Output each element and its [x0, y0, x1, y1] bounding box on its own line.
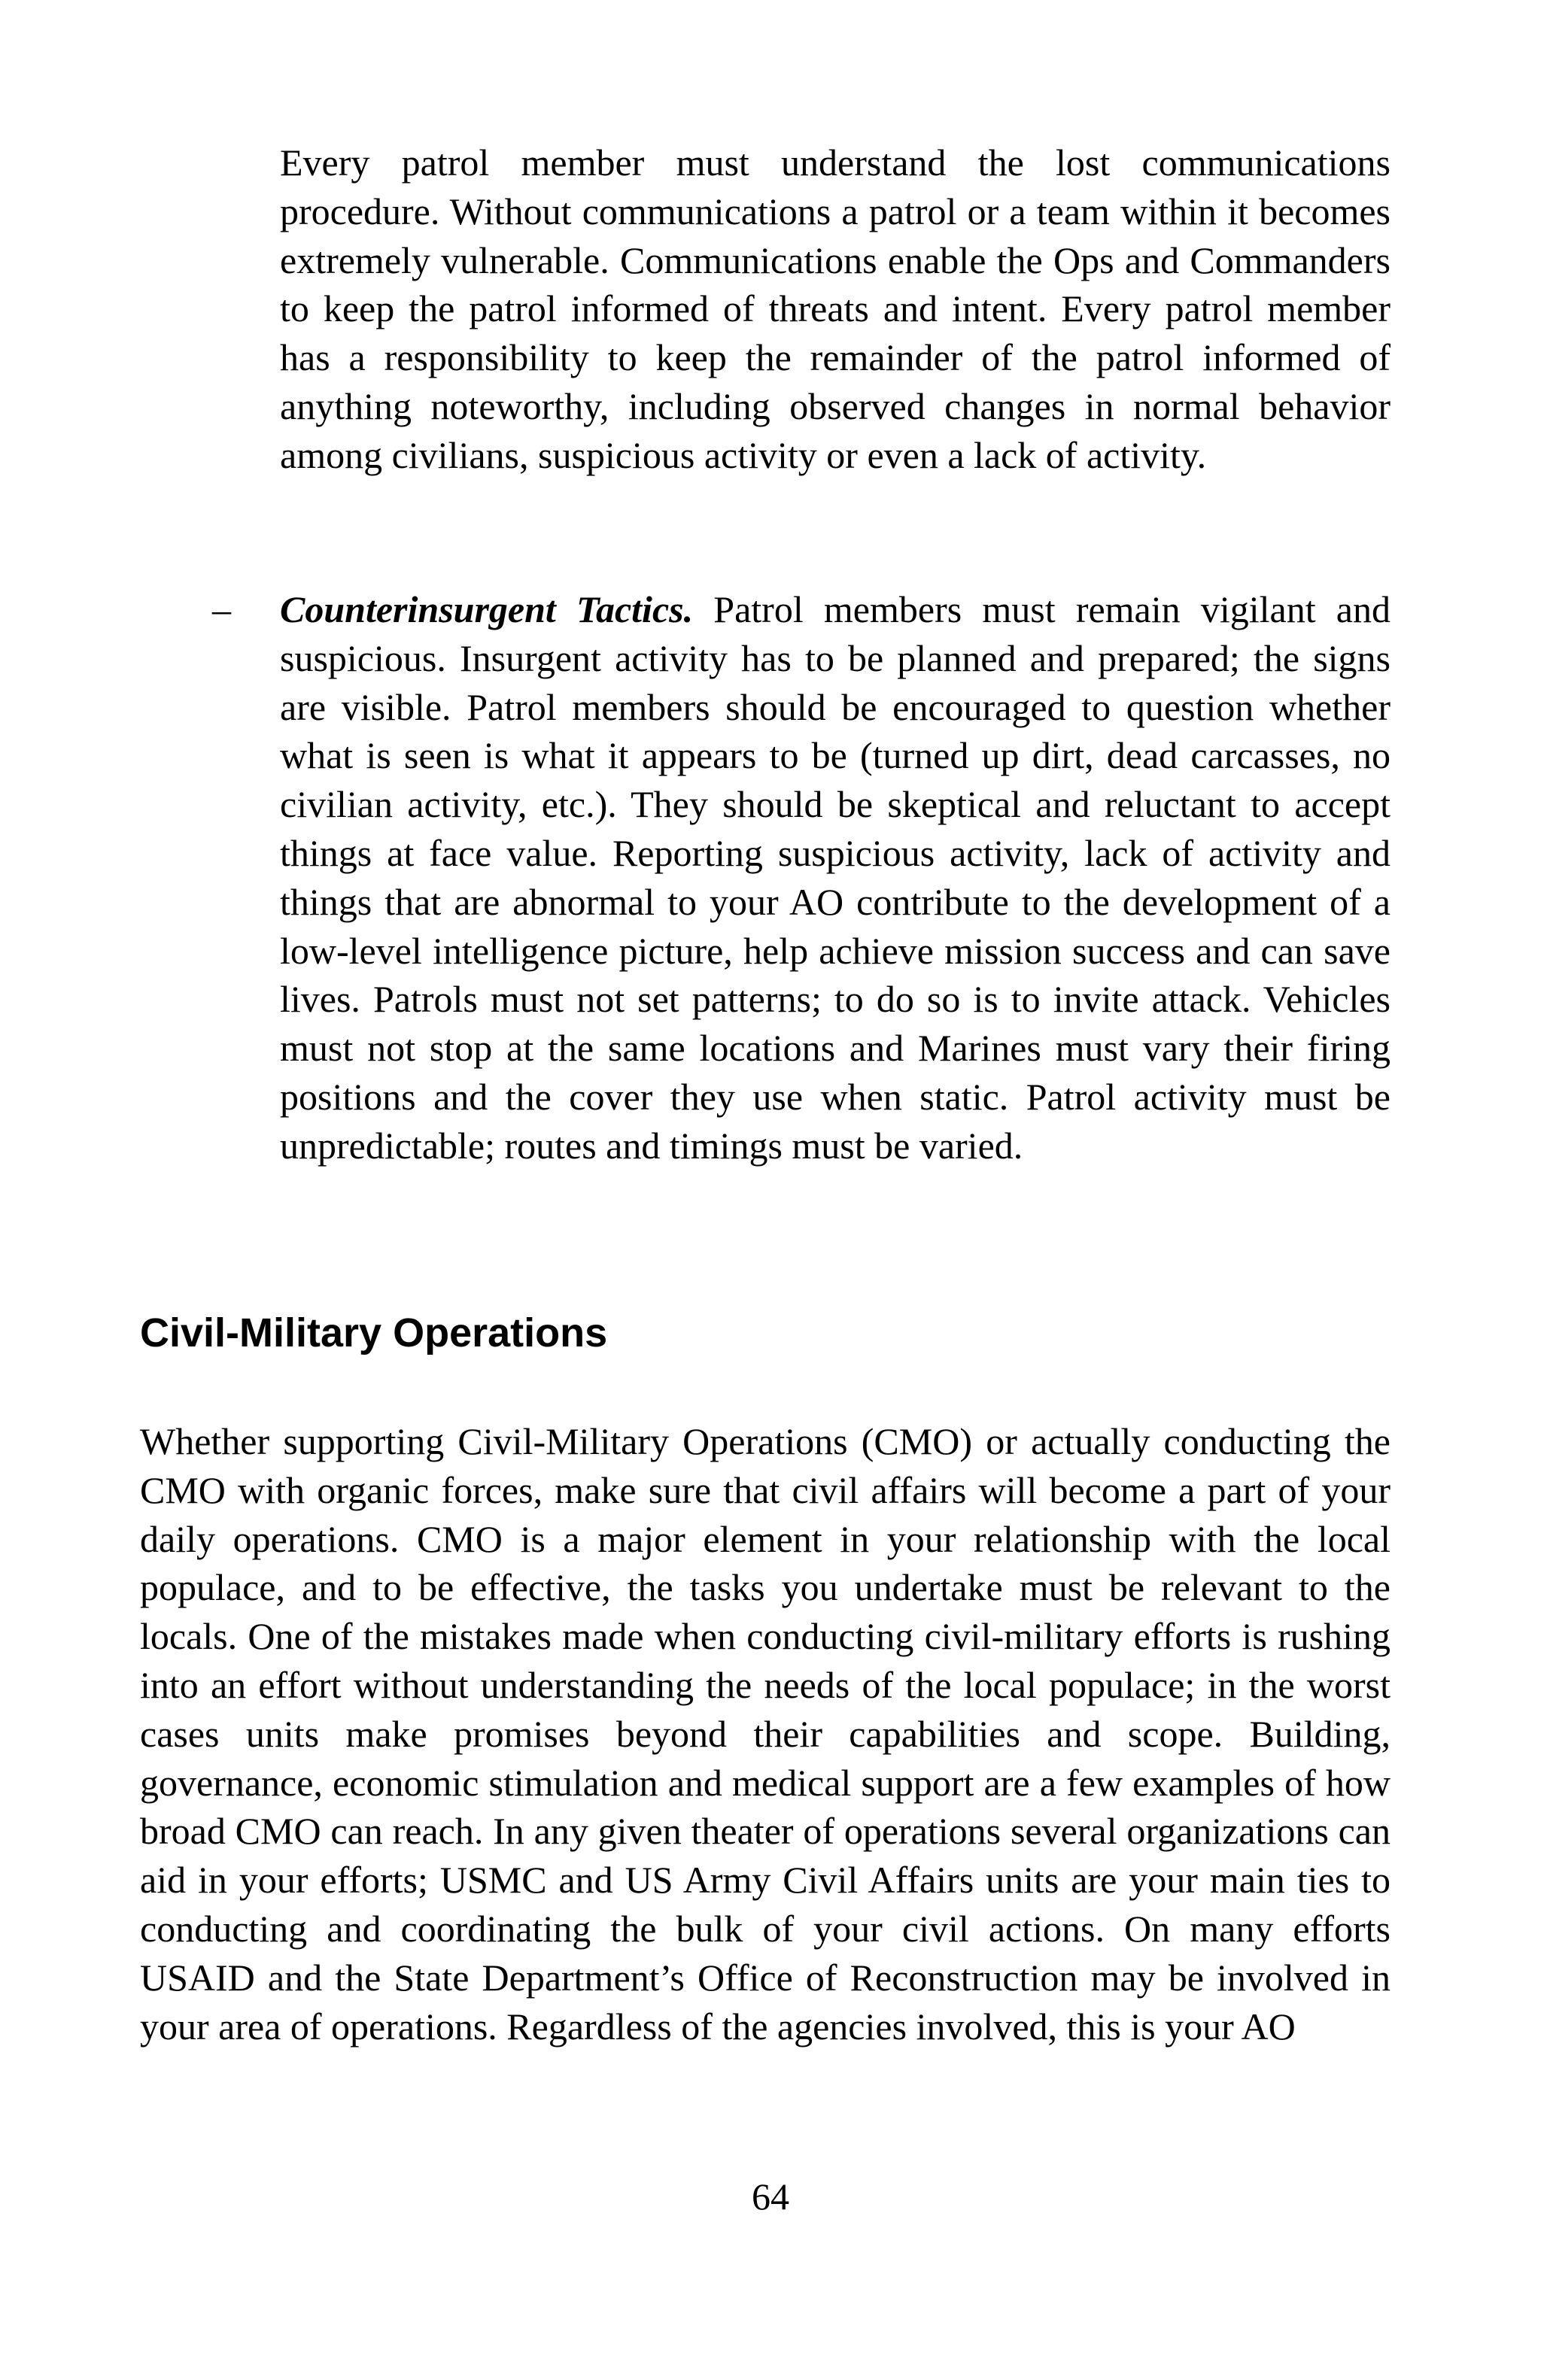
bullet-dash: –: [212, 588, 231, 630]
paragraph-civil-military-operations: Whether supporting Civil-Military Operations (CMO) or actually conducting the CMO with organic forces, make sure that civil affairs will become a part of your daily operations. CMO is a major element in your relationship with the local populace, and to be effective, the tasks you undertake must be relevant to the locals. One of the mistakes made when conducting civil-military efforts is rushing into an effort without understanding the needs of the local populace; in the worst cases units make promises beyond their capabilities and scope. Building, governance, economic stimulation and medical support are a few examples of how broad CMO can reach. In any given theater of operations several organizations can aid in your efforts; USMC and US Army Civil Affairs units are your main ties to conducting and coordinating the bulk of your civil actions. On many efforts USAID and the State Department’s Office of Reconstruction may be involved in your area of operations. Regardless of the agencies involved, this is your AO: [140, 1420, 1391, 2048]
section-heading-civil-military-operations: Civil-Military Operations: [140, 1310, 608, 1355]
counterinsurgent-tactics-text: Patrol members must remain vigilant and suspicious. Insurgent activity has to be planned and prepared; the signs are visible. Patrol members should be encouraged to question whether what is seen is what it appears to be (turned up dirt, dead carcasses, no civilian activity, etc.). They should be skeptical and reluctant to accept things at face value. Reporting suspicious activity, lack of activity and things that are abnormal to your AO contribute to the development of a low-level intelligence picture, help achieve mission success and can save lives. Patrols must not set patterns; to do so is to invite attack. Vehicles must not stop at the same locations and Marines must vary their firing positions and the cover they use when static. Patrol activity must be unpredictable; routes and timings must be varied.: [280, 588, 1391, 1167]
term-counterinsurgent-tactics: Counterinsurgent Tactics.: [280, 588, 694, 630]
page-number: 64: [752, 2175, 789, 2218]
paragraph-lost-communications: Every patrol member must understand the lost communications procedure. Without communications a patrol or a team within it becomes extremely vulnerable. Communications enable the Ops and Commanders to keep the patrol informed of threats and intent. Every patrol member has a responsibility to keep the remainder of the patrol informed of anything noteworthy, including observed changes in normal behavior among civilians, suspicious activity or even a lack of activity.: [280, 141, 1391, 476]
paragraph-counterinsurgent-tactics: [280, 585, 1391, 1170]
